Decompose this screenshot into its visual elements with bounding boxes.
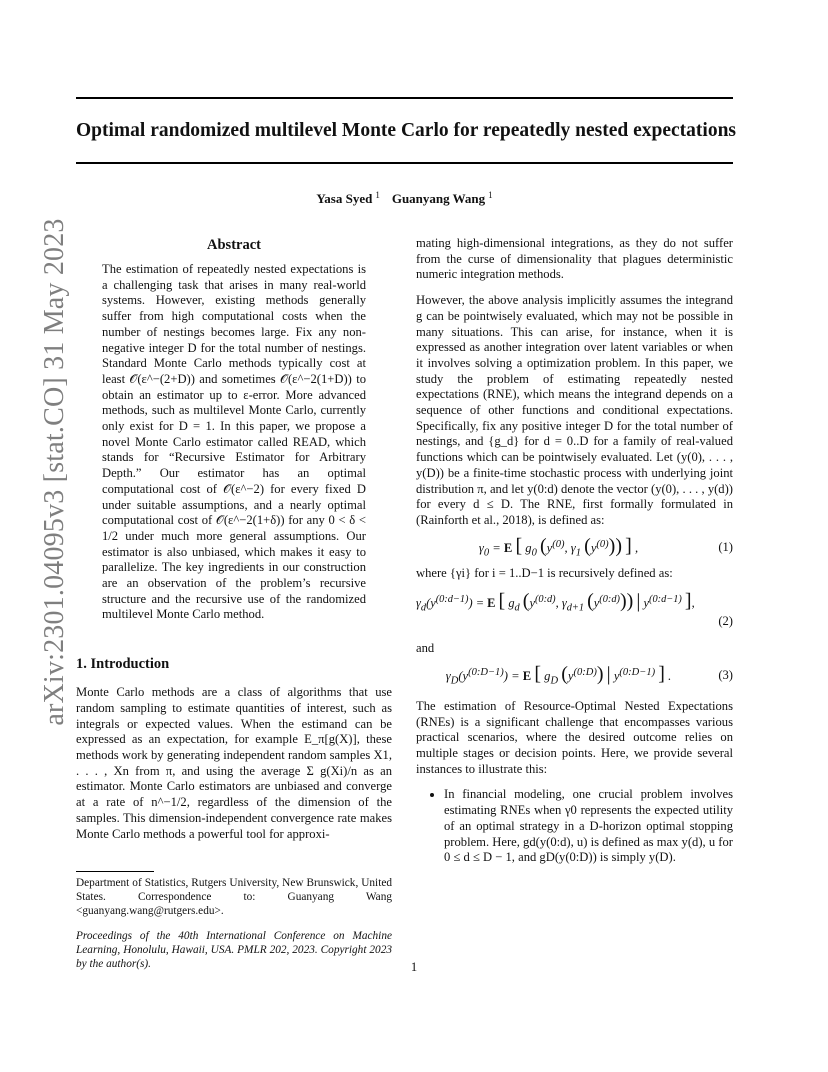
paper-title: Optimal randomized multilevel Monte Carlo for repeatedly nested expectations: [76, 120, 737, 141]
left-column: [76, 236, 392, 842]
page-number: 1: [410, 960, 418, 974]
abstract-text: The estimation of repeatedly nested expectations is a challenging task that arises in many real-world systems. However, existing methods generally suffer from high computational costs when the number of nestings becomes large. Fix any non-negative integer D for the total number of nestings. Standard Monte Carlo methods typically cost at least 𝒪(ε^−(2+D)) and sometimes 𝒪(ε^−2(1+D)) to obtain an estimator up to ε-error. More advanced methods, such as multilevel Monte Carlo, currently only exist for D = 1. In this paper, we propose a novel Monte Carlo estimator called READ, which stands for “Recursive Estimator for Arbitrary Depth.” Our estimator has an optimal computational cost of 𝒪(ε^−2) for every fixed D under suitable assumptions, and a nearly optimal computational cost of 𝒪(ε^−2(1+δ)) for any 0 < δ < 1/2 under much more general assumptions. Our estimator is also unbiased, which makes it easy to parallelize. The key ingredients in our construction are an observation of the problem’s recursive structure and the recursive use of the randomized multilevel Monte Carlo method.: [102, 262, 366, 622]
footnote-proceedings: Proceedings of the 40th International Conference on Machine Learning, Honolulu, Hawaii, USA. PMLR 202, 2023. Copyright 2023 by the author(s).: [76, 929, 392, 971]
introduction-text: Monte Carlo methods are a class of algorithms that use random sampling to estimate quantities of interest, such as integrals or expected values. When the estimand can be expressed as an expectation, for example E_π[g(X)], these methods work by generating independent random samples X1, . . . , Xn from π, and using the average Σ g(Xi)/n as an estimator. Monte Carlo estimators are unbiased and converge at a rate of n^−1/2, regardless of the dimension of the samples. This dimension-independent convergence rate makes Monte Carlo methods a powerful tool for approxi-: [76, 685, 392, 841]
equation-3-body: $\gamma_D(y^{(0:D-1)}) = E$ [ $g_D$ $(y^{(0:D)})$ | $y^{(0:D-1)}$ ] .: [445, 663, 672, 687]
footnote-rule: [76, 871, 154, 872]
paragraph-rne-definition: However, the above analysis implicitly assumes the integrand g can be pointwisely evaluated, which may not be possible in many situations. This can arise, for instance, when it is expressed as another integration over latent variables or when it involves solving a optimization problem. In this paper, we study the problem of estimating repeatedly nested expectations (RNE), which means the integrand depends on a sequence of other functions and conditional expectations. Specifically, fix any positive integer D for the total number of nestings, and {g_d} for d = 0..D for a family of real-valued functions which can be pointwisely evaluated. Let (y(0), . . . , y(D)) be a finite-time stochastic process with underlying joint distribution π, and let y(0:d) denote the vector (y(0), . . . , y(d)) for every d ≤ D. The RNE, first formally formulated in (Rainforth et al., 2018), is defined as:: [416, 293, 733, 527]
equation-1-body: $\gamma_0 = E$ [ $g_0$ ($y^{(0)}$, $\gamma_1$ $(y^{(0)})$) ] ,: [478, 534, 639, 559]
list-item: • In financial modeling, one crucial problem involves estimating RNEs when γ0 represents the expected utility of an optimal strategy in a D-horizon optimal stopping problem. Here, gd(y(0:d), u) is defined as max y(d), u for 0 ≤ d ≤ D − 1, and gD(y(0:D)) is simply y(D).: [444, 787, 733, 866]
author-name: Guanyang Wang: [391, 191, 486, 206]
equation-1: [416, 534, 733, 559]
paragraph-continued: mating high-dimensional integrations, as they do not suffer from the curse of dimensionality that plagues deterministic numeric integration methods.: [416, 236, 733, 282]
footnote: [76, 876, 392, 971]
title-rule-top: [76, 97, 733, 99]
footnote-affiliation: Department of Statistics, Rutgers University, New Brunswick, United States. Correspondence to: Guanyang Wang <guanyang.wang@rutgers.edu>.: [76, 877, 392, 918]
and-text: and: [416, 641, 435, 656]
paragraph-scenarios: The estimation of Resource-Optimal Nested Expectations (RNEs) is a significant challenge that encompasses various practical scenarios, where the desired outcome relies on multiple stages or decision points. Here, we provide several instances to illustrate this:: [416, 698, 733, 776]
title-rule-bottom: [76, 162, 733, 164]
recursive-definition-text: where {γi} for i = 1..D−1 is recursively defined as:: [416, 566, 673, 581]
equation-2: $\gamma_d(y^{(0:d-1)}) = E$ [ $g_d$ ($y^{(0:d)}$, $\gamma_{d+1}$ $(y^{(0:d)})$) | $y^{(0:d-1)}$ ],: [416, 590, 695, 614]
author-affiliation-mark: 1: [375, 189, 380, 200]
author-affiliation-mark: 1: [488, 189, 493, 200]
equation-3: [416, 663, 733, 687]
author-list: [76, 191, 733, 207]
section-heading-introduction: 1. Introduction: [76, 656, 170, 673]
author-name: Yasa Syed: [316, 191, 373, 206]
right-column: [416, 236, 733, 866]
equation-3-number: (3): [718, 668, 733, 683]
equation-1-number: (1): [718, 539, 733, 554]
arxiv-stamp-text: arXiv:2301.04095v3 [stat.CO] 31 May 2023: [39, 218, 70, 726]
equation-2-number: (2): [718, 613, 733, 628]
abstract: [76, 236, 392, 623]
abstract-heading: Abstract: [207, 237, 261, 253]
example-list: [416, 787, 733, 866]
